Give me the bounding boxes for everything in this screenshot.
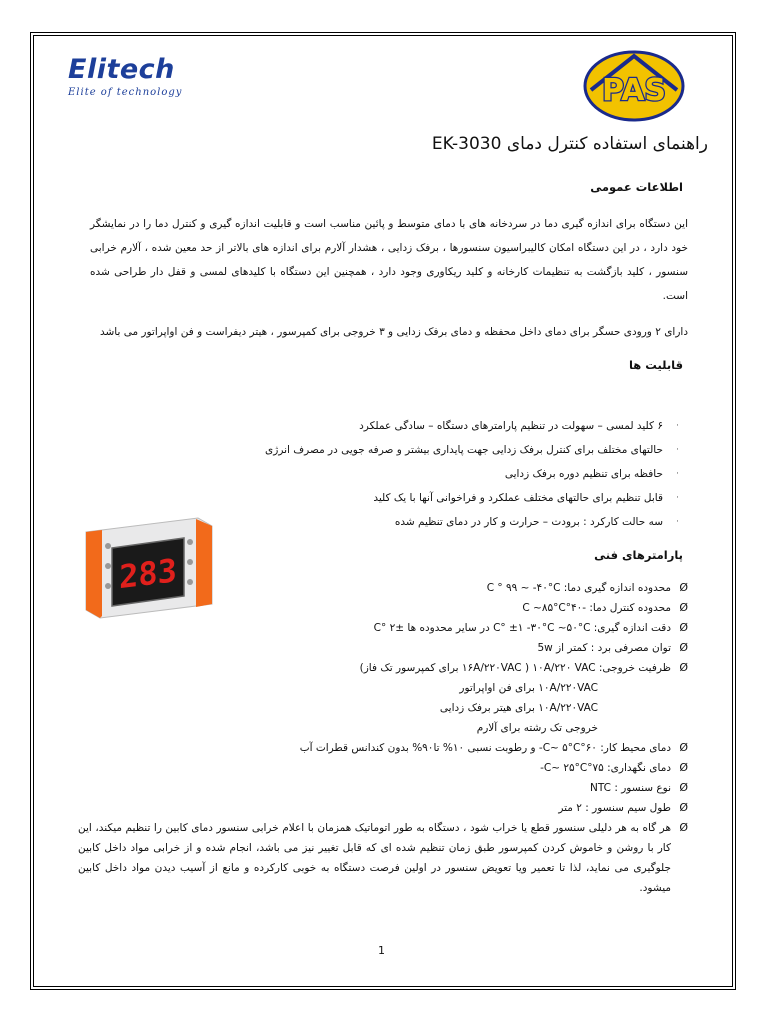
pas-logo [583, 50, 685, 122]
feature-text: قابل تنظیم برای حالتهای مختلف عملکرد و فراخوانی آنها با یک کلید [373, 492, 663, 504]
bullet-icon: · [676, 445, 679, 455]
specs-list [78, 578, 688, 898]
general-paragraph-1: این دستگاه برای اندازه گیری دما در سردخانه های با دمای متوسط و پائین مناسب است و قابلیت اندازه گیری و کنترل دما را در نمایشگر خود دارد ، در این دستگاه امکان کالیبراسیون سنسورها ، برفک زدایی ، هشدار آلارم برای اندازه های بالاتر از حد معین شده ، آلارم خرابی سنسور ، کلید بازگشت به تنظیمات کارخانه و کلید ریکاوری وجود دارد ، همچنین این دستگاه با کلیدهای لمسی و قفل دار طراحی شده است. [90, 218, 688, 302]
marker-icon: Ø [679, 761, 688, 774]
feature-text: ۶ کلید لمسی – سهولت در تنظیم پارامترهای دستگاه – سادگی عملکرد [359, 420, 663, 432]
spec-text: طول سیم سنسور : ۲ متر [558, 802, 671, 814]
list-item [78, 798, 688, 818]
marker-icon: Ø [679, 741, 688, 754]
list-item [265, 486, 683, 510]
spec-text: محدوده کنترل دما: -۴۰°C ~۸۵°C [522, 602, 671, 614]
spec-text: نوع سنسور : NTC [590, 782, 671, 794]
page-number: 1 [378, 944, 385, 957]
marker-icon: Ø [679, 641, 688, 654]
list-item [78, 738, 688, 758]
features-list [265, 414, 683, 534]
elitech-logo [68, 54, 182, 98]
output-sub-item: ۱۰A/۲۲۰VAC برای فن اواپراتور [459, 682, 598, 694]
list-item [78, 618, 688, 638]
feature-text: سه حالت کارکرد : برودت – حرارت و کار در دمای تنظیم شده [394, 516, 663, 528]
bullet-icon: · [676, 469, 679, 479]
general-info-heading: اطلاعات عمومی [590, 180, 683, 194]
marker-icon: Ø [679, 581, 688, 594]
list-item [78, 758, 688, 778]
output-sub-item: خروجی تک رشته برای آلارم [476, 722, 598, 734]
marker-icon: Ø [679, 661, 688, 674]
list-item [265, 414, 683, 438]
spec-text: ظرفیت خروجی: ۱۰A/۲۲۰ VAC ( ۱۶A/۲۲۰VAC برای کمپرسور تک فاز) [359, 662, 671, 674]
list-item [265, 510, 683, 534]
list-item [78, 778, 688, 798]
general-paragraph-2: دارای ۲ ورودی حسگر برای دمای داخل محفظه و دمای برفک زدایی و ۳ خروجی برای کمپرسور ، هیتر دیفراست و فن اواپراتور می باشد [99, 326, 688, 338]
list-item [78, 598, 688, 618]
list-item [265, 438, 683, 462]
specs-heading: پارامترهای فنی [594, 548, 683, 562]
list-item [78, 658, 688, 678]
features-heading: قابلیت ها [628, 358, 683, 372]
spec-text: محدوده اندازه گیری دما: C ° ۹۹ ~ -۴۰°C [486, 582, 671, 594]
device-display-value: 283 [119, 551, 177, 597]
feature-text: حافظه برای تنظیم دوره برفک زدایی [504, 468, 663, 480]
pas-logo-text: PAS [601, 73, 667, 108]
marker-icon: Ø [679, 621, 688, 634]
bullet-icon: · [676, 493, 679, 503]
document-title: راهنمای استفاده کنترل دمای EK-3030 [431, 134, 708, 154]
list-item [78, 578, 688, 598]
spec-text: دمای نگهداری: ۷۵°C~ ۲۵°C- [540, 762, 671, 774]
elitech-logo-text: Elitech [68, 54, 175, 85]
feature-text: حالتهای مختلف برای کنترل برفک زدایی جهت پایداری بیشتر و صرفه جویی در مصرف انرژی [265, 444, 663, 456]
spec-text: هر گاه به هر دلیلی سنسور قطع یا خراب شود ، دستگاه به طور اتوماتیک همزمان با اعلام خرابی سنسور دمای کابین را تنظیم میکند، این کار با روشن و خاموش کردن کمپرسور طبق زمان تنظیم شده ای که قابل تغییر نیز می باشد، انجام شده و از خرابی مواد داخل کابین جلوگیری می نماید، لذا تا تعمیر ویا تعویض سنسور در اولین فرصت دستگاه به خوبی کارکرده و مانع از آسیب دیدن مواد داخل کابین میشود. [78, 822, 671, 894]
list-item [265, 462, 683, 486]
list-item [78, 638, 688, 658]
bullet-icon: · [676, 517, 679, 527]
list-item [78, 818, 688, 898]
marker-icon: Ø [679, 801, 688, 814]
spec-text: دمای محیط کار: ۶۰°C~ ۵°C- و رطوبت نسبی ۱۰% تا۹۰% بدون کندانس قطرات آب [299, 742, 671, 754]
elitech-slogan: Elite of technology [68, 87, 183, 98]
marker-icon: Ø [679, 781, 688, 794]
output-sub-item: ۱۰A/۲۲۰VAC برای هیتر برفک زدایی [439, 702, 598, 714]
spec-text: توان مصرفی برد : کمتر از 5w [537, 642, 671, 654]
marker-icon: Ø [679, 601, 688, 614]
marker-icon: Ø [679, 821, 688, 834]
bullet-icon: · [676, 421, 679, 431]
spec-text: دقت اندازه گیری: C° ±۱ -۳۰°C ~۵۰°C در سایر محدوده ها C° ۲± [373, 622, 671, 634]
